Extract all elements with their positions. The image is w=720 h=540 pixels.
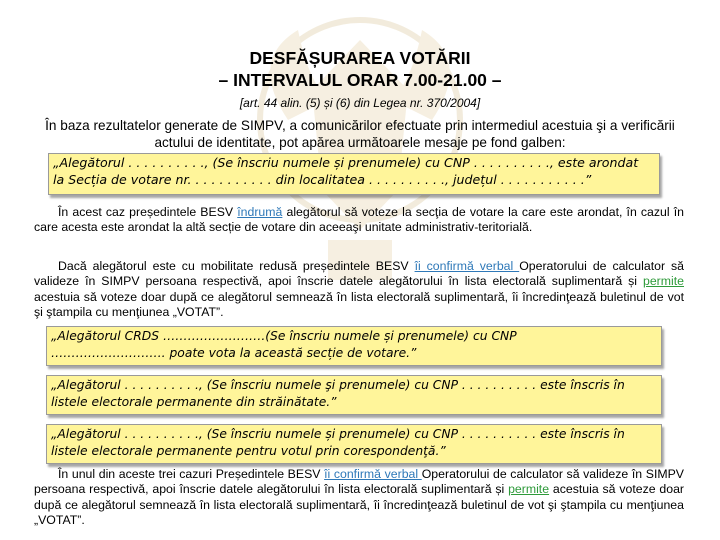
para2-text-b: Operatorului de calculator să valideze în SIMPV persoana respectivă, apoi înscrie datele alegătorului în lista electorală suplimentară și (34, 259, 685, 289)
para1-text-after: alegătorul să voteze la secţia de votare la care este arondat, în cazul în care acesta este arondat la altă secție de votare din aceeaşi unitate administrativ-teritorială. (34, 205, 684, 235)
page-title-line1: DESFĂȘURAREA VOTĂRII (249, 48, 471, 68)
para3-text-a: În unul din aceste trei cazuri Președintele BESV (58, 467, 325, 481)
message-box-arondat-line1: „Alegătorul . . . . . . . . . ., (Se înscriu numele și prenumele) cu CNP . . . . . . . . . ., este arondat (53, 155, 639, 170)
para3-text-c: acestuia să voteze doar după ce alegătorul semnează în lista electorală suplimentară, îi încredinţează buletinul de vot şi ştampila cu menţiunea „VOTAT”. (34, 482, 684, 527)
paragraph-three-cases (34, 467, 684, 528)
crds-word: și (383, 329, 394, 343)
crds-word: prenumele) (397, 329, 470, 343)
message-box-arondat (48, 153, 660, 195)
message-box-strainatate-line1: „Alegătorul . . . . . . . . . ., (Se înscriu numele şi prenumele) cu CNP . . . . . . . . . . este înscris în (51, 378, 625, 392)
para2-text-a: Dacă alegătorul este cu mobilitate redusă președintele BESV (58, 259, 415, 273)
para2-text-c: acestuia să voteze doar după ce alegătorul semnează în lista electorală suplimentară, îi încredinţează buletinul de vot şi ştampila cu menţiunea „VOTAT”. (34, 289, 684, 319)
message-box-corespondenta (46, 424, 662, 464)
para1-text-before: În acest caz președintele BESV (58, 205, 238, 219)
message-box-crds-line1 (51, 328, 657, 345)
crds-word: numele (333, 329, 381, 343)
link-confirma-verbal[interactable]: îi confirmă verbal (414, 259, 520, 273)
crds-word: CRDS (124, 329, 160, 343)
paragraph-reduced-mobility (34, 259, 684, 320)
crds-word: …………………….(Se (162, 329, 286, 343)
message-box-strainatate-line2: listele electorale permanente din străinătate.” (51, 394, 337, 409)
intro-paragraph: În baza rezultatelor generate de SIMPV, a comunicărilor efectuate prin intermediul acestuia şi a verificării actului de identitate, pot apărea următoarele mesaje pe fond galben: (45, 118, 675, 150)
link-permite-2[interactable]: permite (508, 482, 550, 497)
para3-text-b: Operatorului de calculator să valideze în SIMPV persoana respectivă, apoi înscrie datele alegătorului în lista electorală suplimentară și (34, 467, 685, 497)
message-box-corespondenta-line2: listele electorale permanente pentru votul prin corespondenţă.” (51, 443, 446, 458)
crds-word: CNP (491, 329, 517, 343)
link-confirma-verbal-2[interactable]: îi confirmă verbal (324, 467, 422, 481)
message-box-strainatate (46, 375, 662, 415)
message-box-crds-line2: ………………………. poate vota la această secție de votare.” (51, 345, 417, 360)
message-box-crds (46, 326, 662, 366)
crds-word: înscriu (289, 329, 330, 343)
paragraph-arondat-instructions (34, 205, 684, 236)
legal-reference: [art. 44 alin. (5) și (6) din Legea nr. 370/2004] (239, 96, 481, 110)
link-permite[interactable]: permite (642, 274, 684, 289)
crds-word: „Alegătorul (51, 329, 121, 343)
crds-word: cu (472, 329, 488, 343)
message-box-arondat-line2: la Secția de votare nr. . . . . . . . . . . din localitatea . . . . . . . . . ., județul . . . . . . . . . . .” (53, 171, 592, 187)
link-indruma[interactable]: îndrumă (237, 205, 283, 219)
page-title-line2: – INTERVALUL ORAR 7.00-21.00 – (218, 70, 502, 90)
message-box-corespondenta-line1: „Alegătorul . . . . . . . . . ., (Se înscriu numele și prenumele) cu CNP . . . . . . . . . . este înscris în (51, 427, 625, 441)
